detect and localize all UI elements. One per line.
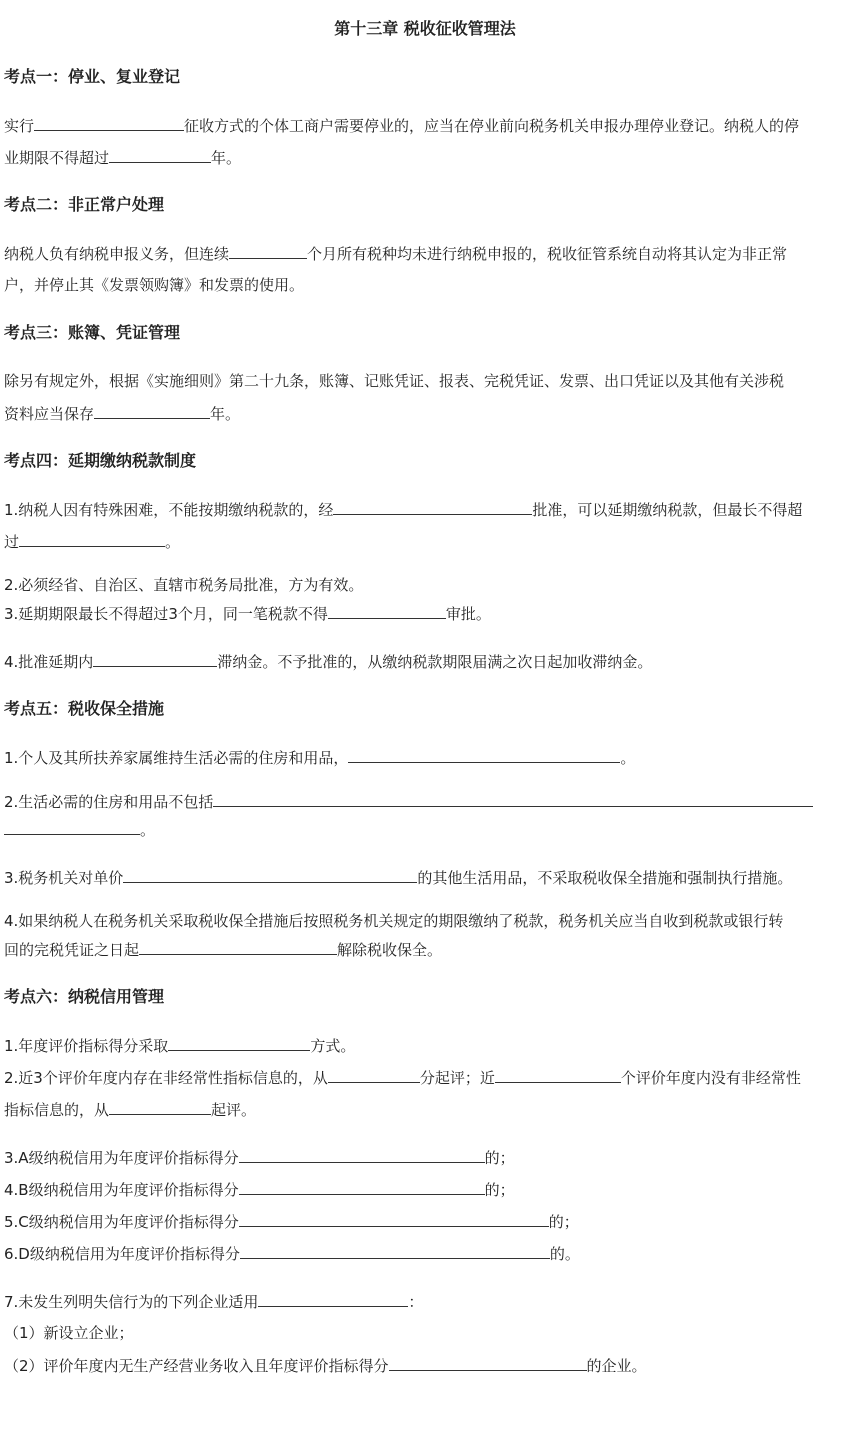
fill-blank[interactable]: [34, 115, 184, 131]
fill-blank[interactable]: [240, 1243, 550, 1259]
text-segment: （2）评价年度内无生产经营业务收入且年度评价指标得分: [4, 1357, 389, 1375]
text-segment: 的；: [548, 1213, 579, 1231]
fill-blank[interactable]: [168, 1035, 310, 1051]
text-segment: 滞纳金。不予批准的，从缴纳税款期限届满之次日起加收滞纳金。: [217, 653, 653, 671]
fill-blank[interactable]: [123, 867, 417, 883]
text-segment: 6.D级纳税信用为年度评价指标得分: [4, 1245, 240, 1263]
list-item: [4, 499, 802, 519]
text-segment: 分起评；近: [419, 1069, 495, 1087]
list-item: [4, 531, 180, 551]
fill-blank[interactable]: [258, 1291, 408, 1307]
text-segment: 方式。: [310, 1037, 356, 1055]
fill-blank[interactable]: [109, 1099, 211, 1115]
list-item: [4, 791, 813, 811]
text-segment: 审批。: [445, 605, 491, 623]
text-segment: 的。: [549, 1245, 580, 1263]
list-item: [4, 747, 635, 767]
text-segment: ：: [408, 1293, 424, 1311]
text-segment: 实行: [4, 117, 35, 135]
text-segment: 1.纳税人因有特殊困难，不能按期缴纳税款的，经: [4, 501, 334, 519]
text-segment: 资料应当保存: [4, 405, 95, 423]
section-heading-2: 考点二：非正常户处理: [4, 195, 165, 214]
paragraph-line: 除另有规定外，根据《实施细则》第二十九条，账簿、记账凭证、报表、完税凭证、发票、出口凭证以及其他有关涉税: [4, 372, 785, 390]
list-item: [4, 1243, 580, 1263]
text-segment: 征收方式的个体工商户需要停业的，应当在停业前向税务机关申报办理停业登记。纳税人的停: [184, 117, 800, 135]
list-item: 4.如果纳税人在税务机关采取税收保全措施后按照税务机关规定的期限缴纳了税款，税务机关应当自收到税款或银行转: [4, 912, 784, 930]
fill-blank[interactable]: [4, 819, 140, 835]
text-segment: 解除税收保全。: [337, 941, 443, 959]
fill-blank[interactable]: [213, 791, 813, 807]
page-title: 第十三章 税收征收管理法: [334, 19, 516, 38]
fill-blank[interactable]: [239, 1211, 549, 1227]
section-heading-3: 考点三：账簿、凭证管理: [4, 323, 181, 342]
fill-blank[interactable]: [93, 651, 217, 667]
text-segment: 个评价年度内没有非经常性: [620, 1069, 801, 1087]
text-segment: 4.批准延期内: [4, 653, 94, 671]
list-item: [4, 1211, 579, 1231]
list-item: [4, 1035, 355, 1055]
fill-blank[interactable]: [239, 1179, 485, 1195]
text-segment: 3.延期期限最长不得超过3个月，同一笔税款不得: [4, 605, 328, 623]
text-segment: 2.生活必需的住房和用品不包括: [4, 793, 214, 811]
text-segment: 4.B级纳税信用为年度评价指标得分: [4, 1181, 239, 1199]
list-item: [4, 1291, 423, 1311]
list-item: （1）新设立企业；: [4, 1324, 134, 1342]
text-segment: 的；: [484, 1149, 515, 1167]
list-item: [4, 603, 491, 623]
fill-blank[interactable]: [109, 147, 211, 163]
text-segment: 过: [4, 533, 20, 551]
paragraph-line: [4, 115, 799, 135]
text-segment: 批准，可以延期缴纳税款，但最长不得超: [532, 501, 803, 519]
text-segment: 1.个人及其所扶养家属维持生活必需的住房和用品，: [4, 749, 349, 767]
list-item: [4, 1179, 515, 1199]
fill-blank[interactable]: [19, 531, 165, 547]
fill-blank[interactable]: [239, 1147, 485, 1163]
text-segment: 。: [140, 821, 156, 839]
list-item: [4, 1099, 256, 1119]
list-item: [4, 819, 155, 839]
text-segment: 的；: [484, 1181, 515, 1199]
section-heading-4: 考点四：延期缴纳税款制度: [4, 451, 197, 470]
fill-blank[interactable]: [229, 243, 307, 259]
paragraph-line: [4, 243, 787, 263]
fill-blank[interactable]: [389, 1355, 587, 1371]
text-segment: 。: [165, 533, 181, 551]
list-item: [4, 939, 442, 959]
section-heading-6: 考点六：纳税信用管理: [4, 987, 165, 1006]
list-item: [4, 1067, 801, 1087]
fill-blank[interactable]: [328, 603, 446, 619]
text-segment: 年。: [211, 149, 242, 167]
text-segment: 1.年度评价指标得分采取: [4, 1037, 169, 1055]
fill-blank[interactable]: [348, 747, 620, 763]
fill-blank[interactable]: [333, 499, 532, 515]
text-segment: 3.税务机关对单价: [4, 869, 124, 887]
text-segment: 纳税人负有纳税申报义务，但连续: [4, 245, 230, 263]
list-item: [4, 1147, 515, 1167]
text-segment: 业期限不得超过: [4, 149, 110, 167]
fill-blank[interactable]: [94, 403, 210, 419]
list-item: [4, 651, 652, 671]
list-item: [4, 1355, 647, 1375]
fill-blank[interactable]: [495, 1067, 621, 1083]
text-segment: 回的完税凭证之日起: [4, 941, 140, 959]
text-segment: 个月所有税种均未进行纳税申报的，税收征管系统自动将其认定为非正常: [307, 245, 788, 263]
text-segment: 指标信息的，从: [4, 1101, 110, 1119]
fill-blank[interactable]: [139, 939, 337, 955]
paragraph-line: 户，并停止其《发票领购簿》和发票的使用。: [4, 276, 305, 294]
paragraph-line: [4, 403, 240, 423]
paragraph-line: [4, 147, 241, 167]
list-item: [4, 867, 792, 887]
list-item: 2.必须经省、自治区、直辖市税务局批准，方为有效。: [4, 576, 364, 594]
text-segment: 5.C级纳税信用为年度评价指标得分: [4, 1213, 239, 1231]
text-segment: 7.未发生列明失信行为的下列企业适用: [4, 1293, 259, 1311]
text-segment: 的其他生活用品，不采取税收保全措施和强制执行措施。: [417, 869, 793, 887]
text-segment: 。: [620, 749, 636, 767]
fill-blank[interactable]: [328, 1067, 420, 1083]
text-segment: 起评。: [211, 1101, 257, 1119]
text-segment: 年。: [210, 405, 241, 423]
text-segment: 的企业。: [586, 1357, 647, 1375]
section-heading-1: 考点一：停业、复业登记: [4, 67, 181, 86]
section-heading-5: 考点五：税收保全措施: [4, 699, 165, 718]
text-segment: 2.近3个评价年度内存在非经常性指标信息的，从: [4, 1069, 328, 1087]
text-segment: 3.A级纳税信用为年度评价指标得分: [4, 1149, 239, 1167]
